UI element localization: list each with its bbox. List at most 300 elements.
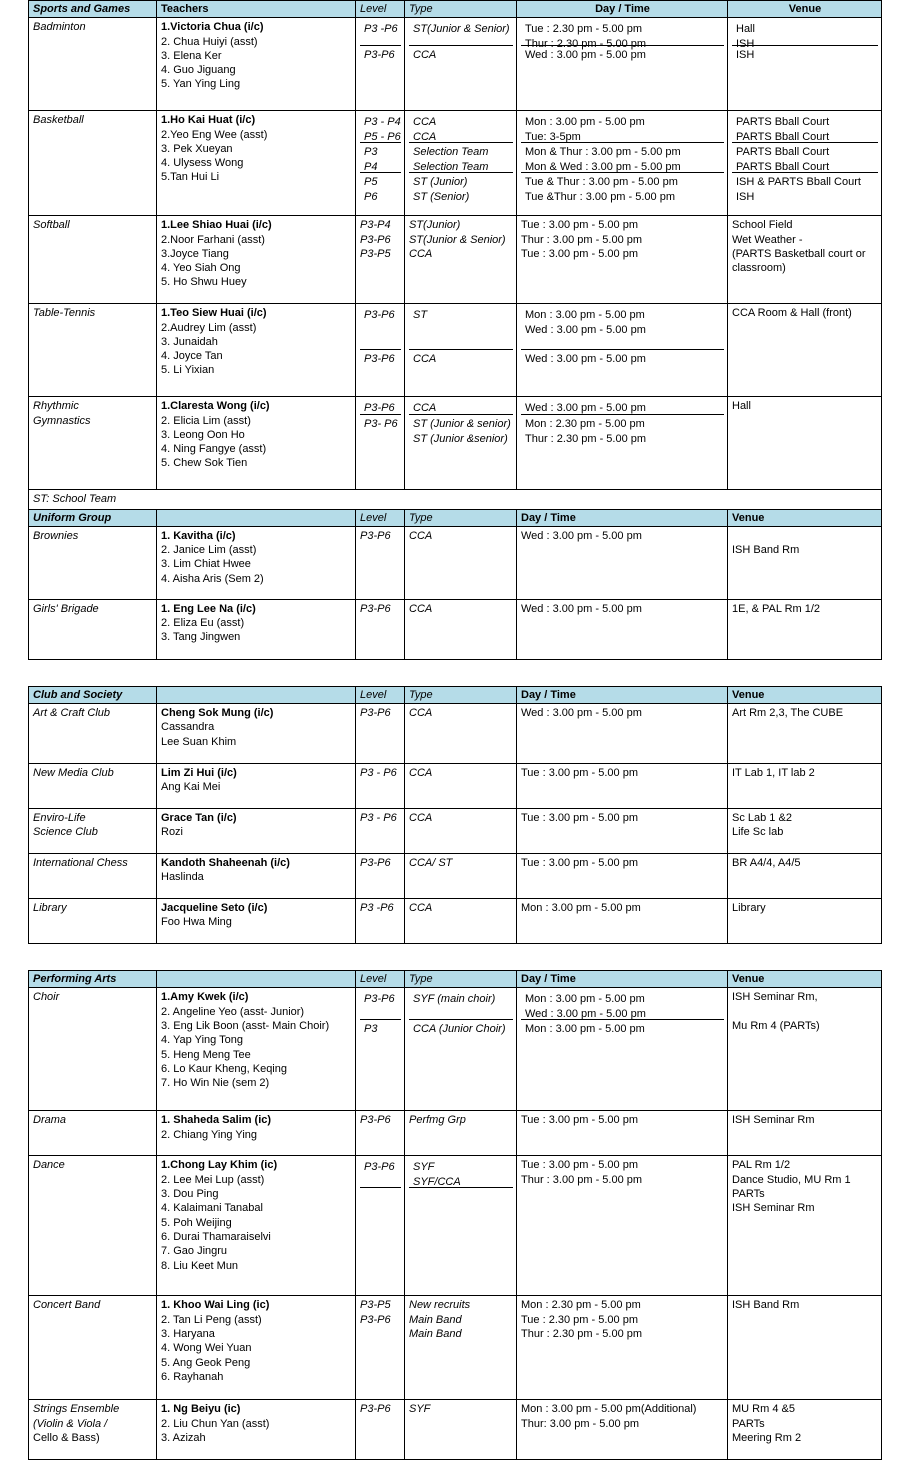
teacher-list	[157, 988, 356, 1111]
teacher-name: 3. Pek Xueyan	[161, 142, 233, 155]
activity-name	[29, 1296, 157, 1400]
teacher-name: 6. Rayhanah	[161, 1370, 224, 1383]
teacher-name: 5. Ho Shwu Huey	[161, 276, 247, 289]
text-line: Hall	[736, 23, 755, 36]
cell-block	[409, 46, 513, 108]
day-time-cell	[517, 1156, 728, 1296]
text-line: Library	[33, 902, 67, 915]
text-line: CCA	[409, 707, 433, 720]
legend-row	[29, 490, 882, 509]
text-line: P3-P6	[360, 1114, 391, 1127]
teacher-name: 2. Elicia Lim (asst)	[161, 414, 251, 427]
header-level: Level	[356, 1, 405, 18]
text-line: Mon : 3.00 pm - 5.00 pm	[525, 116, 645, 129]
text-line: P3 - P6	[360, 767, 397, 780]
teacher-name: 4. Joyce Tan	[161, 350, 223, 363]
teacher-name: 3. Lim Chiat Hwee	[161, 558, 251, 571]
activity-name	[29, 18, 157, 111]
teacher-name: 3.Joyce Tiang	[161, 247, 229, 260]
text-line: Art Rm 2,3, The CUBE	[732, 707, 844, 720]
level-cell	[356, 988, 405, 1111]
cell-block	[360, 20, 401, 46]
text-line: Mon : 3.00 pm - 5.00 pm	[525, 993, 645, 1006]
level-cell	[356, 704, 405, 764]
text-line: Thur : 2.30 pm - 5.00 pm	[521, 1328, 643, 1341]
text-line: Choir	[33, 991, 60, 1004]
text-line: CCA	[409, 247, 433, 260]
text-line: Thur : 3.00 pm - 5.00 pm	[521, 233, 643, 246]
teacher-name: 1.Teo Siew Huai (i/c)	[161, 307, 267, 320]
header-level: Level	[356, 509, 405, 526]
teacher-name: 7. Ho Win Nie (sem 2)	[161, 1077, 270, 1090]
text-line: ISH Band Rm	[732, 544, 800, 557]
text-line: Thur : 2.30 pm - 5.00 pm	[525, 37, 647, 50]
text-line: PARTS Bball Court	[736, 146, 830, 159]
level-cell	[356, 764, 405, 809]
table-row	[29, 809, 882, 854]
text-line: Wed : 3.00 pm - 5.00 pm	[525, 323, 646, 336]
table-header-row	[29, 686, 882, 703]
day-time-cell	[517, 899, 728, 944]
table-row	[29, 397, 882, 490]
text-line: Hall	[732, 400, 751, 413]
level-cell	[356, 1156, 405, 1296]
level-cell	[356, 809, 405, 854]
text-line: Thur : 3.00 pm - 5.00 pm	[521, 1173, 643, 1186]
header-type: Type	[405, 971, 517, 988]
text-line: Library	[732, 902, 766, 915]
text-line: Mon : 3.00 pm - 5.00 pm	[525, 309, 645, 322]
text-line: CCA	[409, 812, 433, 825]
text-line: Table-Tennis	[33, 307, 96, 320]
teacher-name: 3. Tang Jingwen	[161, 631, 241, 644]
text-line: (Violin & Viola /	[33, 1417, 108, 1430]
text-line: Sc Lab 1 &2	[732, 812, 792, 825]
teacher-name: 1.Victoria Chua (i/c)	[161, 21, 264, 34]
header-venue: Venue	[728, 509, 882, 526]
text-line: PARTs	[732, 1417, 765, 1430]
day-time-cell	[517, 1111, 728, 1156]
table-row	[29, 764, 882, 809]
text-line: Dance Studio, MU Rm 1	[732, 1173, 851, 1186]
text-line: ISH Seminar Rm	[732, 1202, 815, 1215]
level-cell	[356, 1400, 405, 1460]
text-line: Tue : 3.00 pm - 5.00 pm	[521, 812, 638, 825]
teacher-name: 2. Chua Huiyi (asst)	[161, 35, 258, 48]
text-line: P5 - P6	[364, 130, 401, 143]
text-line: P3- P6	[364, 418, 398, 431]
teacher-name: Ang Kai Mei	[161, 781, 221, 794]
text-line: P3-P5	[360, 247, 391, 260]
text-line: P3-P6	[360, 233, 391, 246]
cell-block	[521, 399, 724, 415]
text-line: Mu Rm 4 (PARTs)	[732, 1020, 820, 1033]
day-time-cell	[517, 988, 728, 1111]
activity-name	[29, 397, 157, 490]
text-line: Life Sc lab	[732, 826, 784, 839]
day-time-cell	[517, 854, 728, 899]
cell-block	[360, 990, 401, 1020]
teacher-list	[157, 809, 356, 854]
text-line: ST(Junior & Senior)	[413, 23, 510, 36]
teacher-name: 7. Gao Jingru	[161, 1245, 228, 1258]
type-cell	[405, 216, 517, 304]
header-category: Uniform Group	[29, 509, 157, 526]
teacher-name: 2. Lee Mei Lup (asst)	[161, 1173, 265, 1186]
text-line: Tue : 2.30 pm - 5.00 pm	[521, 1313, 638, 1326]
teacher-list	[157, 599, 356, 659]
table-header-row	[29, 1, 882, 18]
teacher-list	[157, 1400, 356, 1460]
text-line: P3 - P4	[364, 116, 401, 129]
day-time-cell	[517, 304, 728, 397]
day-time-cell	[517, 397, 728, 490]
text-line: Mon : 3.00 pm - 5.00 pm	[521, 902, 641, 915]
text-line: ST (Senior)	[413, 190, 470, 203]
type-cell	[405, 899, 517, 944]
activity-name	[29, 704, 157, 764]
text-line: Tue : 3.00 pm - 5.00 pm	[521, 219, 638, 232]
text-line: SYF	[413, 1161, 435, 1174]
header-level: Level	[356, 971, 405, 988]
text-line: Brownies	[33, 529, 79, 542]
teacher-list	[157, 899, 356, 944]
teacher-name: 1. Shaheda Salim (ic)	[161, 1114, 272, 1127]
day-time-cell	[517, 599, 728, 659]
text-line: P3-P6	[364, 49, 395, 62]
text-line: CCA	[409, 902, 433, 915]
text-line: CCA	[413, 130, 437, 143]
day-time-cell	[517, 1296, 728, 1400]
type-cell	[405, 18, 517, 111]
type-cell	[405, 854, 517, 899]
text-line: Basketball	[33, 114, 84, 127]
text-line: SYF (main choir)	[413, 993, 496, 1006]
level-cell	[356, 111, 405, 216]
text-line: Gymnastics	[33, 414, 91, 427]
type-cell	[405, 809, 517, 854]
teacher-name: 1. Kavitha (i/c)	[161, 529, 236, 542]
cell-block	[409, 173, 513, 213]
text-line: P3-P6	[364, 309, 395, 322]
activity-name	[29, 1156, 157, 1296]
section-gap	[0, 944, 910, 970]
table-uniform-group	[28, 489, 882, 660]
type-cell	[405, 764, 517, 809]
teacher-list	[157, 216, 356, 304]
level-cell	[356, 1111, 405, 1156]
teacher-name: Grace Tan (i/c)	[161, 812, 237, 825]
text-line: Cello & Bass)	[33, 1432, 100, 1445]
table-row	[29, 304, 882, 397]
teacher-name: 4. Yeo Siah Ong	[161, 262, 241, 275]
cell-block	[409, 990, 513, 1020]
text-line	[413, 1190, 510, 1204]
activity-name	[29, 809, 157, 854]
text-line: P6	[364, 190, 378, 203]
table-row	[29, 1400, 882, 1460]
text-line: Wed : 3.00 pm - 5.00 pm	[525, 402, 646, 415]
teacher-name: 5. Ang Geok Peng	[161, 1356, 251, 1369]
teacher-name: 1.Amy Kwek (i/c)	[161, 991, 249, 1004]
text-line: P3-P6	[360, 1403, 391, 1416]
level-cell	[356, 397, 405, 490]
text-line: Tue : 3.00 pm - 5.00 pm	[521, 1159, 638, 1172]
text-line: P4	[364, 160, 378, 173]
level-cell	[356, 1296, 405, 1400]
text-line: Mon : 2.30 pm - 5.00 pm	[521, 1299, 641, 1312]
text-line: ST (Junior &senior)	[413, 432, 508, 445]
header-type: Type	[405, 509, 517, 526]
text-line: ST(Junior)	[409, 219, 461, 232]
cell-block	[732, 173, 878, 213]
text-line: Main Band	[409, 1313, 462, 1326]
cell-block	[409, 399, 513, 415]
venue-cell	[728, 1156, 882, 1296]
text-line	[732, 529, 878, 543]
type-cell	[405, 526, 517, 599]
venue-cell	[728, 111, 882, 216]
teacher-name: 3. Dou Ping	[161, 1188, 219, 1201]
teacher-name: 4. Ulysess Wong	[161, 157, 244, 170]
venue-cell	[728, 397, 882, 490]
cell-block	[521, 173, 724, 213]
text-line: Strings Ensemble	[33, 1403, 120, 1416]
text-line: PARTS Bball Court	[736, 116, 830, 129]
text-line: P3 -P6	[364, 23, 398, 36]
level-cell	[356, 304, 405, 397]
cell-block	[409, 1158, 513, 1188]
text-line: P3-P6	[360, 707, 391, 720]
text-line: CCA	[409, 602, 433, 615]
text-line: Drama	[33, 1114, 67, 1127]
text-line: Mon : 3.00 pm - 5.00 pm(Additional)	[521, 1403, 697, 1416]
text-line: P3	[364, 146, 378, 159]
text-line: Wet Weather -	[732, 233, 803, 246]
cell-block	[360, 1158, 401, 1188]
table-header-row	[29, 509, 882, 526]
text-line: Science Club	[33, 826, 98, 839]
header-venue: Venue	[728, 1, 882, 18]
header-type: Type	[405, 686, 517, 703]
activity-name	[29, 899, 157, 944]
text-line: Badminton	[33, 21, 86, 34]
cell-block	[521, 143, 724, 173]
table-row	[29, 216, 882, 304]
venue-cell	[728, 899, 882, 944]
type-cell	[405, 704, 517, 764]
type-cell	[405, 304, 517, 397]
cell-block	[732, 20, 878, 50]
cell-block	[360, 46, 401, 108]
teacher-name: 5. Chew Sok Tien	[161, 457, 248, 470]
day-time-cell	[517, 764, 728, 809]
cell-block	[360, 113, 401, 143]
teacher-name: 4. Guo Jiguang	[161, 64, 236, 77]
text-line: CCA	[409, 767, 433, 780]
table-row	[29, 704, 882, 764]
teacher-list	[157, 854, 356, 899]
cell-block	[360, 1188, 401, 1293]
text-line: SYF	[409, 1403, 431, 1416]
type-cell	[405, 397, 517, 490]
activity-name	[29, 599, 157, 659]
teacher-name: 2.Audrey Lim (asst)	[161, 321, 257, 334]
cell-block	[521, 1020, 724, 1108]
venue-cell	[728, 1296, 882, 1400]
text-line: Perfmg Grp	[409, 1114, 466, 1127]
text-line: Main Band	[409, 1328, 462, 1341]
text-line: CCA/ ST	[409, 857, 453, 870]
table-row	[29, 854, 882, 899]
teacher-name: 4. Wong Wei Yuan	[161, 1342, 252, 1355]
day-time-cell	[517, 216, 728, 304]
teacher-name: 3. Elena Ker	[161, 49, 222, 62]
text-line: P3-P6	[364, 402, 395, 415]
level-cell	[356, 854, 405, 899]
teacher-list	[157, 18, 356, 111]
cell-block	[521, 113, 724, 143]
teacher-name: 1.Chong Lay Khim (ic)	[161, 1159, 278, 1172]
day-time-cell	[517, 526, 728, 599]
level-cell	[356, 216, 405, 304]
text-line: ISH Band Rm	[732, 1299, 800, 1312]
text-line: Selection Team	[413, 160, 489, 173]
text-line: ISH	[736, 37, 755, 50]
cell-block	[521, 990, 724, 1020]
teacher-name: Lim Zi Hui (i/c)	[161, 767, 237, 780]
activity-name	[29, 526, 157, 599]
text-line: P3-P6	[364, 353, 395, 366]
text-line: Meering Rm 2	[732, 1432, 802, 1445]
venue-cell	[728, 216, 882, 304]
teacher-list	[157, 764, 356, 809]
teacher-name: 5.Tan Hui Li	[161, 171, 220, 184]
teacher-list	[157, 1111, 356, 1156]
teacher-name: Cheng Sok Mung (i/c)	[161, 707, 274, 720]
text-line: P3-P6	[364, 993, 395, 1006]
teacher-list	[157, 704, 356, 764]
text-line: PAL Rm 1/2	[732, 1159, 791, 1172]
text-line: Rhythmic	[33, 400, 79, 413]
activity-name	[29, 764, 157, 809]
activity-name	[29, 1400, 157, 1460]
header-day-time: Day / Time	[517, 971, 728, 988]
teacher-name: 1.Ho Kai Huat (i/c)	[161, 114, 256, 127]
text-line	[364, 1190, 398, 1204]
text-line: P3 - P6	[360, 812, 397, 825]
text-line: Selection Team	[413, 146, 489, 159]
text-line: P3-P6	[360, 1313, 391, 1326]
teacher-name: 1.Lee Shiao Huai (i/c)	[161, 219, 272, 232]
day-time-cell	[517, 18, 728, 111]
teacher-name: 8. Liu Keet Mun	[161, 1259, 239, 1272]
text-line: P3-P4	[360, 219, 391, 232]
teacher-name: 1. Khoo Wai Ling (ic)	[161, 1299, 270, 1312]
cell-block	[521, 306, 724, 350]
cell-block	[360, 143, 401, 173]
cell-block	[409, 20, 513, 46]
teacher-name: Lee Suan Khim	[161, 735, 237, 748]
text-line: Thur : 2.30 pm - 5.00 pm	[525, 432, 647, 445]
header-type: Type	[405, 1, 517, 18]
cell-block	[409, 1188, 513, 1293]
text-line: ST(Junior & Senior)	[409, 233, 506, 246]
teacher-list	[157, 526, 356, 599]
cell-block	[732, 113, 878, 143]
text-line: Girls' Brigade	[33, 602, 99, 615]
header-venue: Venue	[728, 686, 882, 703]
text-line: Wed : 3.00 pm - 5.00 pm	[525, 353, 646, 366]
st-legend: ST: School Team	[29, 490, 882, 509]
section-gap	[0, 660, 910, 686]
teacher-name: 2. Liu Chun Yan (asst)	[161, 1417, 270, 1430]
teacher-name: 2. Janice Lim (asst)	[161, 544, 257, 557]
text-line: Tue : 3.00 pm - 5.00 pm	[521, 857, 638, 870]
text-line: Dance	[33, 1159, 65, 1172]
text-line: Tue: 3-5pm	[525, 130, 581, 143]
text-line: PARTs	[732, 1188, 765, 1201]
teacher-name: 6. Durai Thamaraiselvi	[161, 1230, 271, 1243]
teacher-name: 3. Azizah	[161, 1432, 206, 1445]
text-line: ST (Junior)	[413, 176, 468, 189]
text-line: ISH Seminar Rm,	[732, 991, 818, 1004]
header-category: Club and Society	[29, 686, 157, 703]
text-line: ST (Junior & senior)	[413, 418, 511, 431]
table-row	[29, 988, 882, 1111]
text-line: Tue : 3.00 pm - 5.00 pm	[521, 767, 638, 780]
text-line: New Media Club	[33, 767, 114, 780]
teacher-name: Jacqueline Seto (i/c)	[161, 902, 268, 915]
cell-block	[409, 143, 513, 173]
text-line: Enviro-Life	[33, 812, 86, 825]
teacher-name: 2. Eliza Eu (asst)	[161, 617, 245, 630]
text-line: P3-P6	[360, 529, 391, 542]
venue-cell	[728, 526, 882, 599]
venue-cell	[728, 1111, 882, 1156]
text-line: PARTS Bball Court	[736, 130, 830, 143]
text-line: Wed : 3.00 pm - 5.00 pm	[525, 1007, 646, 1020]
teacher-name: 3. Leong Oon Ho	[161, 428, 245, 441]
header-teachers	[157, 509, 356, 526]
text-line: SYF/CCA	[413, 1175, 461, 1188]
teacher-name: Foo Hwa Ming	[161, 916, 232, 929]
teacher-name: 3. Haryana	[161, 1328, 215, 1341]
activity-name	[29, 216, 157, 304]
text-line: P3-P6	[360, 857, 391, 870]
teacher-name: 5. Poh Weijing	[161, 1216, 232, 1229]
level-cell	[356, 599, 405, 659]
table-performing-arts	[28, 970, 882, 1460]
venue-cell	[728, 854, 882, 899]
teacher-name: 2. Tan Li Peng (asst)	[161, 1313, 262, 1326]
header-category: Sports and Games	[29, 1, 157, 18]
teacher-name: 2.Noor Farhani (asst)	[161, 233, 265, 246]
type-cell	[405, 988, 517, 1111]
teacher-name: 5. Yan Ying Ling	[161, 78, 241, 91]
day-time-cell	[517, 111, 728, 216]
text-line: CCA	[413, 402, 437, 415]
text-line: Mon : 2.30 pm - 5.00 pm	[525, 418, 645, 431]
teacher-list	[157, 1296, 356, 1400]
header-teachers: Teachers	[157, 1, 356, 18]
cell-block	[521, 415, 724, 487]
text-line: BR A4/4, A4/5	[732, 857, 801, 870]
table-row	[29, 599, 882, 659]
header-category: Performing Arts	[29, 971, 157, 988]
header-teachers	[157, 686, 356, 703]
table-row	[29, 111, 882, 216]
